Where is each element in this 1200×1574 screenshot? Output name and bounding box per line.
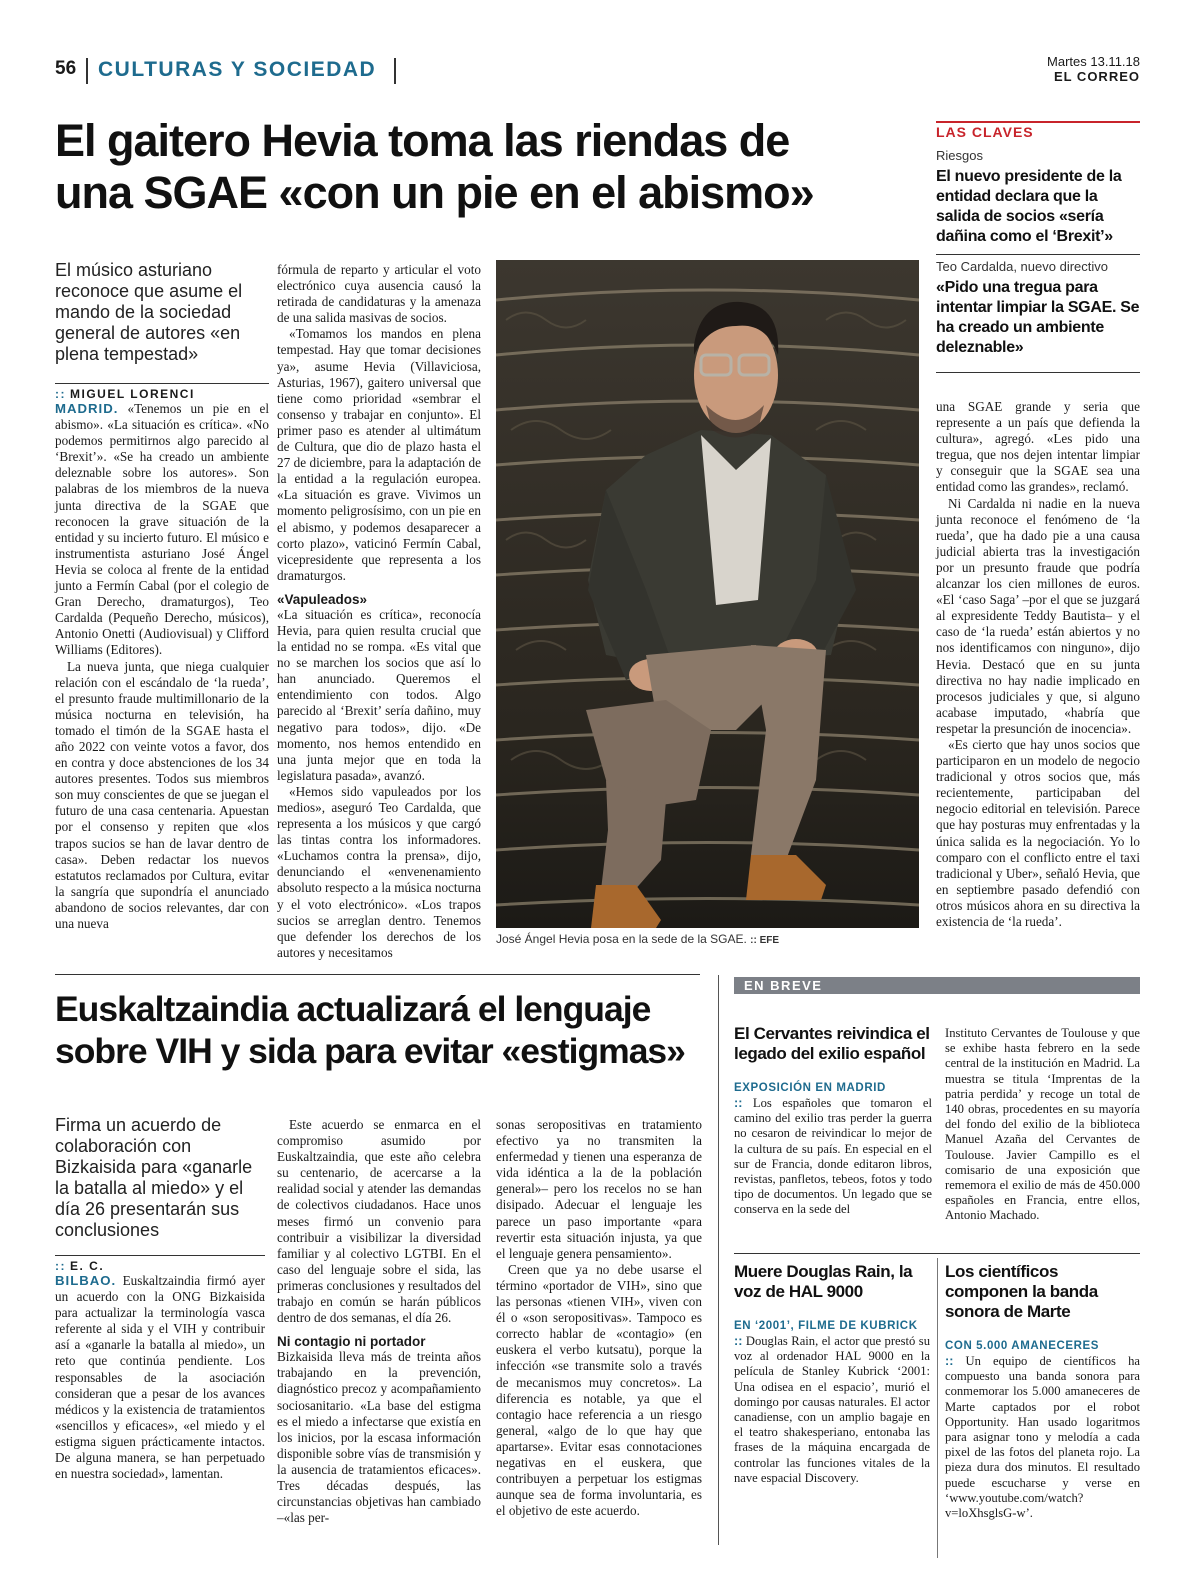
brief-dots: ::	[734, 1334, 743, 1348]
paragraph: «Es cierto que hay unos socios que participaron en un modelo de negocio tradicional y otros socios que, más recientemente, participaban del negocio editorial en televisión. Parece que hay posturas muy enfrentadas y la única salida es la negociación. Yo lo comparo con el conflicto entre el taxi tradicional y Uber», señaló Hevia, que en septiembre pasado defendió con otros músicos ahora en su directiva la existencia de ‘la rueda’.	[936, 736, 1140, 929]
paragraph: Ni Cardalda ni nadie en la nueva junta reconoce el fenómeno de ‘la rueda’, que ha dado pie a una causa judicial abierta tras la investigación por un presunto fraude que podría alcanzar los cien millones de euros. «El ‘caso Saga’ –por el que se juzgará al expresidente Teddy Bautista– y el caso de ‘la rueda’ están abiertos y no nos identificamos con ninguno», dijo Hevia. Destacó que en su junta directiva no hay nadie implicado en procesos judiciales y que, si alguno acabase imputado, «habría que respetar la presunción de inocencia».	[936, 495, 1140, 736]
paragraph: La nueva junta, que niega cualquier relación con el escándalo de ‘la rueda’, el presunto fraude multimillonario de la música nocturna en televisión, ha tomado el timón de la SGAE hasta el año 2022 con veinte votos a favor, dos en contra y doce abstenciones de los 34 autores presentes. Todos sus miembros son muy conscientes de que se juegan el futuro de una casa centenaria. Apuestan por el consenso y repiten que «los trapos sucios se han de lavar dentro de casa». Deben redactar los nuevos estatutos reclamados por Cultura, evitar la sangría que supondría el anunciado abandono de socios relevantes, dar con una nueva	[55, 658, 269, 931]
claves-item	[936, 148, 1140, 247]
paragraph: Este acuerdo se enmarca en el compromiso asumido por Euskaltzaindia, que este año celebra su centenario, de acercarse a la realidad social y atender las demandas de colectivos ciudadanos. Hace unos meses firmó un convenio para contribuir a visibilizar la diversidad familiar y al colectivo LGTBI. En el caso del lenguaje sobre el sida, las primeras conclusiones y resultados del trabajo en común se harán públicos dentro de dos semanas, el día 26.	[277, 1117, 481, 1326]
paragraph: «La situación es crítica», reconocía Hevia, para quien resulta crucial que la entidad no se rompa. «Es vital que no se marchen los socios que así lo han anunciado. Queremos el entendimiento con todos. Algo parecido al ‘Brexit’ sería dañino, muy negativo para todos», dijo. «De momento, nos hemos entendido en una junta mejor que en toda la legislatura pasada», avanzó.	[277, 606, 481, 783]
dateline-city: BILBAO.	[55, 1273, 117, 1288]
clave-text: «Pido una tregua para intentar limpiar la SGAE. Se ha creado un ambiente deleznable»	[936, 279, 1140, 356]
headline	[55, 115, 915, 219]
brief-text-part: Los españoles que tomaron el camino del exilio tras perder la guerra no cesaron de reivindicar lo mejor de la cultura de su país. En especial en el sur de Francia, donde editaron libros, revistas, panfletos, tebeos, fotos y todo tipo de documentos. Un legado que se conserva en la sede del	[734, 1096, 933, 1217]
article-photo	[496, 260, 919, 928]
newspaper-name: EL CORREO	[1053, 69, 1140, 84]
brief-kicker: EN ‘2001’, FILME DE KUBRICK	[734, 1320, 918, 1332]
brief-dots: ::	[734, 1096, 743, 1110]
photo-illustration	[496, 260, 919, 928]
claves-label: LAS CLAVES	[936, 121, 1140, 140]
photo-caption	[496, 932, 779, 946]
brief-text	[945, 1354, 1140, 1521]
headline-line: Euskaltzaindia actualizará el lenguaje	[55, 989, 651, 1029]
brief-item	[945, 1262, 1140, 1521]
brief-kicker: CON 5.000 AMANECERES	[945, 1340, 1100, 1352]
clave-kicker: Teo Cardalda, nuevo directivo	[936, 259, 1108, 274]
article-column	[277, 1117, 481, 1526]
masthead	[1047, 54, 1140, 84]
issue-date: Martes 13.11.18	[1047, 54, 1140, 69]
headline-line: El gaitero Hevia toma las riendas de	[55, 115, 790, 166]
divider	[936, 254, 1140, 255]
brief-kicker: EXPOSICIÓN EN MADRID	[734, 1082, 886, 1094]
brief-title: Los científicos componen la banda sonora de Marte	[945, 1262, 1098, 1321]
paragraph: una SGAE grande y seria que represente a un país que defienda la cultura», agregó. «Les pido una tregua, que nos dejen intentar limpiar y conseguir que la SGAE sea una entidad como las grandes», reclamó.	[936, 399, 1140, 495]
headline	[55, 988, 715, 1072]
byline-author: MIGUEL LORENCI	[70, 387, 195, 401]
brief-text	[734, 1334, 930, 1486]
clave-text: El nuevo presidente de la entidad declara que la salida de socios «sería dañina como el ‘Brexit’»	[936, 168, 1122, 245]
brief-text-part: Douglas Rain, el actor que prestó su voz al ordenador HAL 9000 en la película de Stanley Kubrick ‘2001: Una odisea en el espacio’, murió el domingo por causas naturales. El actor canadiense, con un amplio bagaje en el teatro shakesperiano, entonaba las frases de la máquina encargada de controlar las funciones vitales de la nave espacial Discovery.	[734, 1334, 930, 1485]
article-column	[496, 1117, 702, 1519]
byline	[55, 1255, 265, 1273]
paragraph: «Hemos sido vapuleados por los medios», aseguró Teo Cardalda, que representa a los músicos y que cargó las tintas contra los informadores. «Luchamos contra la prensa», dijo, denunciando el «envenenamiento absoluto respecto a la música nocturna y el voto electrónico». «Los trapos sucios se arreglan dentro. Tenemos que defender los derechos de los autores y necesitamos	[277, 783, 481, 960]
divider	[734, 1253, 1140, 1254]
article-dek: Firma un acuerdo de colaboración con Bizkaisida para «ganarle la batalla al miedo» y el día 26 presentarán sus conclusiones	[55, 1115, 253, 1240]
headline-line: una SGAE «con un pie en el abismo»	[55, 167, 814, 218]
byline-dots: ::	[55, 1259, 66, 1273]
divider	[936, 372, 1140, 373]
brief-title: El Cervantes reivindica el legado del exilio español	[734, 1024, 930, 1063]
paragraph: Bizkaisida lleva más de treinta años trabajando en la prevención, diagnóstico precoz y acompañamiento sociosanitario. «La base del estigma es el miedo a infectarse que existía en los inicios, por la escasa información disponible sobre vías de transmisión y la ausencia de tratamientos eficaces». Tres décadas después, las circunstancias objetivas han cambiado –«las per-	[277, 1349, 481, 1526]
article-dek: El músico asturiano reconoce que asume el mando de la sociedad general de autores «en plena tempestad»	[55, 260, 243, 364]
brief-item	[734, 1024, 932, 1218]
brief-text: Instituto Cervantes de Toulouse y que se exhibe hasta febrero en la sede central de la institución en Madrid. La muestra se titula ‘Imprentas de la patria perdida’ y recoge un total de 140 obras, procedentes en su mayoría del fondo del exilio de la biblioteca Manuel Azaña del Cervantes de Toulouse. Javier Campillo es el comisario de una exposición que rememora el exilio de más de 450.000 españoles en Francia, entre ellos, Antonio Machado.	[945, 1026, 1140, 1223]
byline-dots: ::	[55, 387, 66, 401]
article-column	[277, 262, 481, 961]
en-breve-label: EN BREVE	[734, 977, 1140, 994]
paragraph: fórmula de reparto y articular el voto electrónico cuya ausencia causó la retirada de candidaturas y la amenaza de una salida masivas de socios.	[277, 262, 481, 326]
page-number: 56	[55, 58, 77, 79]
caption-text: José Ángel Hevia posa en la sede de la SGAE.	[496, 932, 747, 946]
dateline-city: MADRID.	[55, 401, 119, 416]
header-divider	[86, 58, 88, 84]
brief-title: Muere Douglas Rain, la voz de HAL 9000	[734, 1262, 913, 1301]
photo-credit: :: EFE	[750, 935, 780, 946]
article-column	[936, 399, 1140, 930]
article-column	[55, 1273, 265, 1482]
header-divider	[394, 58, 396, 84]
brief-text-part: Un equipo de científicos ha compuesto una banda sonora para conmemorar los 5.000 amaneceres de Marte captados por el robot Opportunity. Han usado logaritmos para asignar tono y melodía a cada pixel de las fotos del planeta rojo. La pieza dura dos minutos. El resultado puede escucharse y verse en ‘www.youtube.com/watch?v=loXhsglsG-w’.	[945, 1354, 1140, 1521]
byline	[55, 383, 269, 401]
paragraph-text: Euskaltzaindia firmó ayer un acuerdo con la ONG Bizkaisida para actualizar la terminología vasca referente al sida y el VIH y contribuir así a «ganarle la batalla al miedo», un reto que continúa pendiente. Los responsables de la asociación consideran que a pesar de los avances médicos y la existencia de tratamientos «sencillos y eficaces», «el miedo y el estigma siguen prácticamente intactos. De alguna manera, se han perpetuado en nuestra sociedad», lamentan.	[55, 1273, 266, 1482]
byline-author: E. C.	[70, 1259, 105, 1273]
headline-line: sobre VIH y sida para evitar «estigmas»	[55, 1031, 685, 1071]
brief-item	[734, 1262, 930, 1486]
section-title: CULTURAS Y SOCIEDAD	[98, 58, 377, 81]
paragraph-text: «Tenemos un pie en el abismo». «La situación es crítica». «No podemos permitirnos algo parecido al ‘Brexit’». «Se ha creado un ambiente deleznable sobre los autores». Son palabras de los miembros de la nueva junta directiva de la SGAE que reconocen la grave situación de la entidad y su incierto futuro. El músico e instrumentista asturiano José Ángel Hevia se coloca al frente de la entidad junto a Fermín Cabal (por el colegio de Gran Derecho, dramaturgos), Teo Cardalda (Pequeño Derecho, músicos), Antonio Onetti (Audiovisual) y Clifford Williams (Editores).	[55, 401, 269, 658]
clave-kicker: Riesgos	[936, 148, 983, 163]
claves-item	[936, 259, 1140, 358]
subheading: «Vapuleados»	[277, 591, 368, 607]
paragraph: Creen que ya no debe usarse el término «portador de VIH», sino que las personas «tienen VIH», viven con él o «son seropositivas». Tampoco es correcto hablar de «contagio» (en euskera el verbo kutsatu), porque la infección «se transmite solo a través de mecanismos muy concretos». La diferencia es notable, ya que el contagio hace referencia a un riesgo general, «algo de lo que hay que apartarse». Evitar esas connotaciones negativas en el euskera, que contribuyen a perpetuar los estigmas aunque sea de forma involuntaria, es el objetivo de este acuerdo.	[496, 1261, 702, 1519]
paragraph	[55, 401, 269, 659]
paragraph	[55, 1273, 265, 1482]
paragraph: sonas seropositivas en tratamiento efectivo ya no transmiten la enfermedad y tienen una esperanza de vida idéntica a la de la población general»– pero los recelos no se han disipado. Adecuar el lenguaje les parece un paso importante «para revertir esta situación injusta, ya que el lenguaje genera pensamiento».	[496, 1117, 702, 1261]
column-divider	[937, 1258, 938, 1558]
paragraph: «Tomamos los mandos en plena tempestad. Hay que tomar decisiones ya», asume Hevia (Villaviciosa, Asturias, 1967), gaitero universal que tiene como prioridad «sembrar el consenso y trabajar en conjunto». El primer paso es atender al ultimátum de Cultura, que dio de plazo hasta el 27 de diciembre, para la adaptación de la entidad a la regulación europea. «La situación es grave. Vivimos un momento peligrosísimo, con un pie en el abismo, y podemos desaparecer a corto plazo», vaticinó Fermín Cabal, vicepresidente que representa a los dramaturgos.	[277, 326, 481, 583]
section-divider	[55, 974, 700, 975]
article-column	[55, 401, 269, 932]
column-divider	[718, 975, 719, 1545]
subheading: Ni contagio ni portador	[277, 1334, 426, 1350]
brief-dots: ::	[945, 1354, 954, 1368]
brief-text	[734, 1096, 932, 1218]
